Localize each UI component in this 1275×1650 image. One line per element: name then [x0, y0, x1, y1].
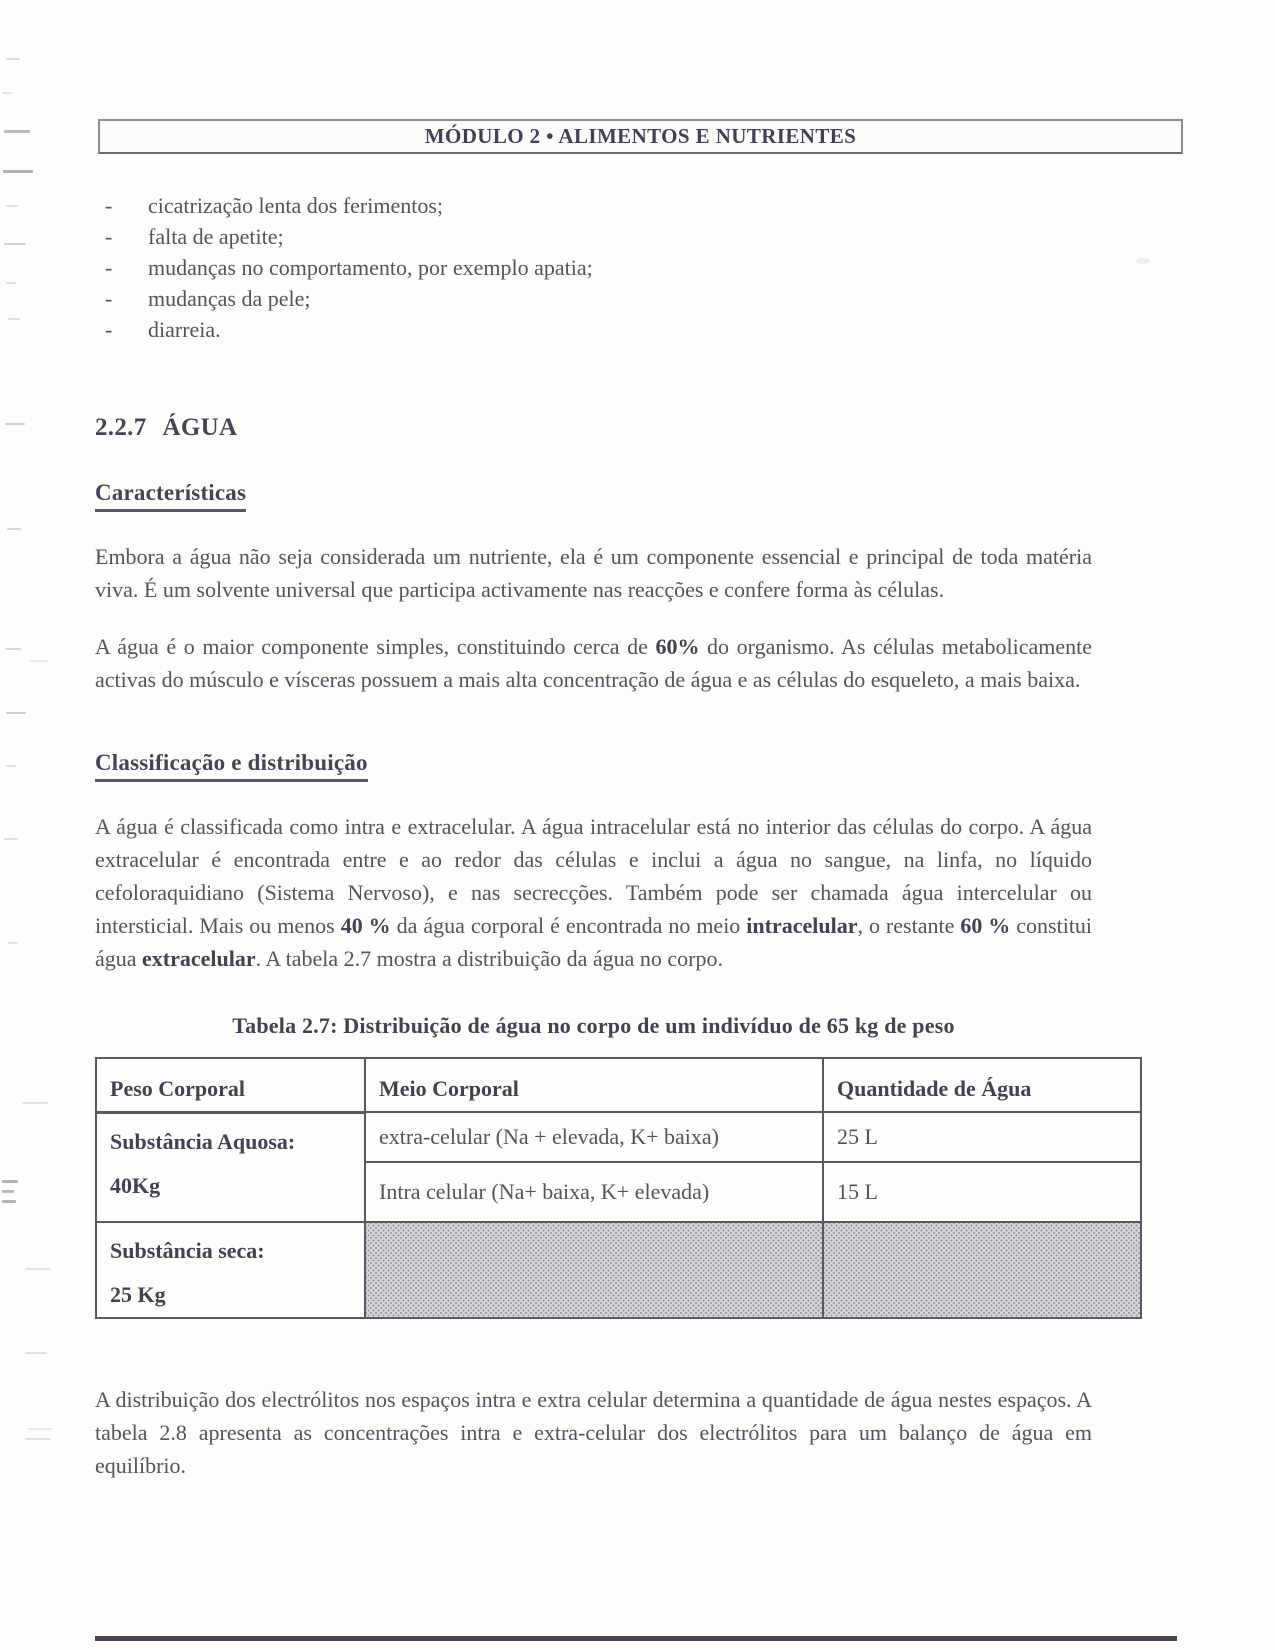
scan-artifact [25, 1352, 47, 1354]
module-header [98, 119, 1183, 154]
scan-artifact [7, 528, 21, 530]
cell-intra-quantidade: 15 L [823, 1162, 1141, 1222]
module-header-title: MÓDULO 2 • ALIMENTOS E NUTRIENTES [424, 124, 857, 148]
scan-artifact [1136, 258, 1150, 264]
scan-artifact [2, 1180, 18, 1183]
cell-line: Substância seca: [110, 1238, 265, 1263]
scan-artifact [5, 648, 21, 650]
scan-artifact [6, 205, 18, 207]
section-heading [95, 414, 237, 442]
paragraph-bold-40pct: 40 % [340, 913, 391, 938]
paragraph-text: . A tabela 2.7 mostra a distribuição da água no corpo. [255, 946, 724, 971]
subsection-heading-classificacao: Classificação e distribuição [95, 750, 368, 782]
section-number: 2.2.7 [95, 414, 147, 441]
paragraph-text: do organismo. As células metabolicamente activas do músculo e vísceras possuem a mais alta concentração de água e as células do esqueleto, a mais baixa. [95, 634, 1093, 692]
scan-artifact [6, 58, 20, 60]
table-row [96, 1222, 1141, 1318]
scan-artifact [25, 1268, 51, 1270]
list-item [95, 283, 1092, 314]
paragraph-intro: Embora a água não seja considerada um nutriente, ela é um componente essencial e principal de toda matéria viva. É um solvente universal que participa activamente nas reacções e confere forma às células. [95, 544, 1092, 602]
paragraph-text: A água é classificada como intra e extracelular. A água intracelular está no interior das células do corpo. A água extracelular é encontrada entre e ao redor das células e inclui a água no sangue, na linfa, no líquido cefoloraquidiano (Sistema Nervoso), e nas secrecções. Também pode ser chamada água intercelular ou intersticial. Mais ou menos [95, 814, 1092, 938]
scan-artifact [2, 92, 12, 94]
list-item [95, 314, 1092, 345]
scan-artifact [6, 765, 16, 767]
scan-artifact [3, 170, 33, 173]
cell-substancia-aquosa [96, 1112, 365, 1222]
column-header-peso-corporal: Peso Corporal [96, 1058, 365, 1112]
paragraph-classification [95, 810, 1092, 975]
scan-artifact [5, 423, 25, 425]
scan-artifact [30, 660, 48, 662]
list-item-marker: - [105, 317, 113, 342]
paragraph-bold-60pct: 60 % [960, 913, 1011, 938]
list-item-marker: - [105, 255, 113, 280]
column-header-meio-corporal: Meio Corporal [365, 1058, 823, 1112]
scan-artifact [4, 243, 26, 245]
cell-line: Substância Aquosa: [110, 1128, 296, 1154]
paragraph-bold-intracelular: intracelular [746, 913, 858, 938]
list-item [95, 252, 1092, 283]
scan-artifact [8, 942, 18, 944]
table-caption: Tabela 2.7: Distribuição de água no corpo de um indivíduo de 65 kg de peso [232, 1013, 955, 1038]
scan-artifact [2, 1190, 14, 1193]
cell-extra-celular: extra-celular (Na + elevada, K+ baixa) [365, 1112, 823, 1162]
scan-artifact [28, 1428, 52, 1430]
paragraph-text: A água é o maior componente simples, constituindo cerca de [95, 634, 656, 659]
cell-seca-meio-shaded [365, 1222, 823, 1318]
paragraph-bold-extracelular: extracelular [142, 946, 256, 971]
scan-artifact [22, 1102, 48, 1104]
list-item [95, 190, 1092, 221]
paragraph-text: constitui água [95, 913, 1093, 971]
table-header-row [96, 1058, 1141, 1112]
paragraph-bold-60pct: 60% [655, 634, 700, 659]
paragraph-electrolytes: A distribuição dos electrólitos nos espaços intra e extra celular determina a quantidade de água nestes espaços. A tabela 2.8 apresenta as concentrações intra e extra-celular dos electrólitos para um balanço de água em equilíbrio. [95, 1387, 1092, 1478]
paragraph-text: da água corporal é encontrada no meio [390, 913, 747, 938]
cell-substancia-seca [96, 1222, 365, 1318]
list-item-text: mudanças da pele; [148, 286, 311, 311]
cell-intra-celular: Intra celular (Na+ baixa, K+ elevada) [365, 1162, 823, 1222]
list-item-marker: - [105, 193, 113, 218]
symptom-list [95, 190, 1092, 345]
column-header-quantidade-agua: Quantidade de Água [823, 1058, 1141, 1112]
scan-artifact [4, 130, 30, 133]
cell-seca-quantidade-shaded [823, 1222, 1141, 1318]
footer-rule [95, 1636, 1177, 1641]
list-item-text: falta de apetite; [148, 224, 284, 249]
scan-artifact [4, 838, 18, 840]
list-item-text: diarreia. [148, 317, 221, 342]
table-row [96, 1112, 1141, 1162]
scan-artifact [25, 1438, 51, 1440]
scan-artifact [6, 282, 16, 284]
cell-extra-quantidade: 25 L [823, 1112, 1141, 1162]
list-item-marker: - [105, 286, 113, 311]
list-item-marker: - [105, 224, 113, 249]
water-distribution-table [95, 1057, 1142, 1319]
list-item [95, 221, 1092, 252]
subsection-heading-caracteristicas: Características [95, 480, 246, 512]
cell-line: 25 Kg [110, 1282, 166, 1307]
scan-artifact [6, 712, 26, 714]
paragraph-text: , o restante [857, 913, 961, 938]
list-item-text: mudanças no comportamento, por exemplo apatia; [148, 255, 593, 280]
scan-artifact [2, 1200, 16, 1203]
section-title: ÁGUA [162, 414, 238, 441]
scan-artifact [8, 318, 20, 320]
cell-line: 40Kg [110, 1172, 161, 1198]
list-item-text: cicatrização lenta dos ferimentos; [148, 193, 444, 218]
paragraph-composition [95, 630, 1092, 696]
